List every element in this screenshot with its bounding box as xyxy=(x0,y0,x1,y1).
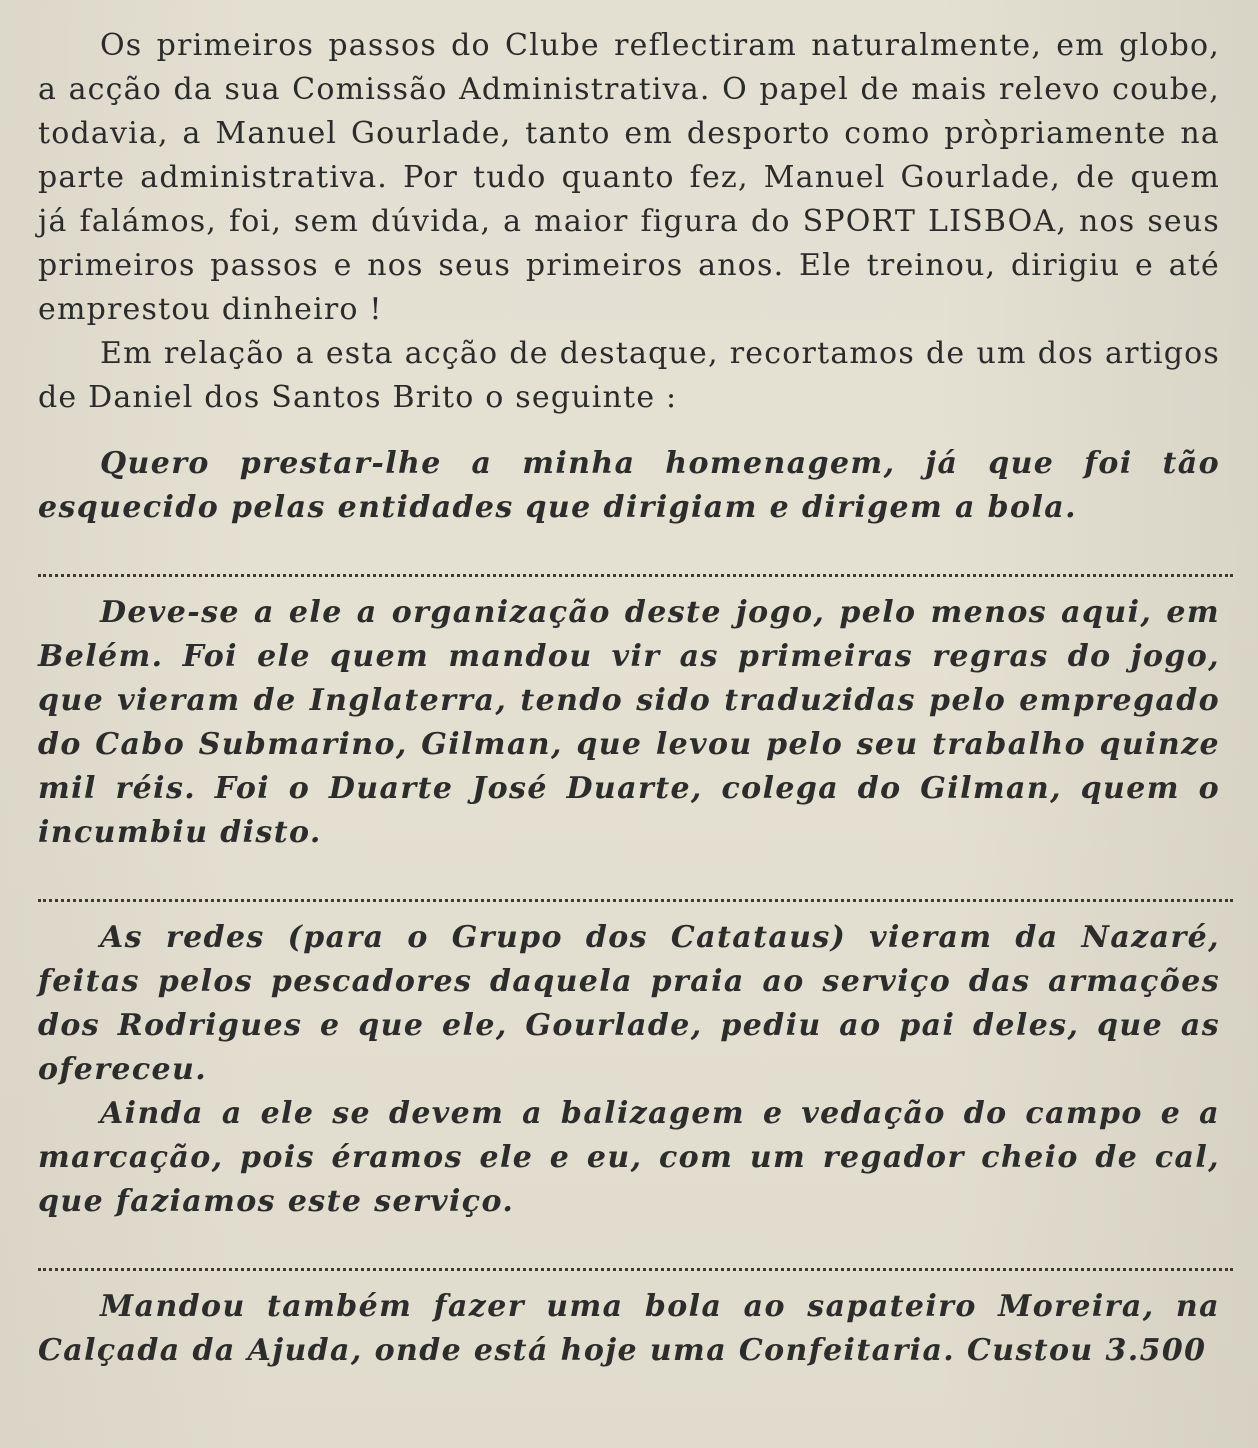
quote-organization: Deve-se a ele a organização deste jogo, pelo menos aqui, em Belém. Foi ele quem mandou vir as primeiras regras do jogo, que vieram de Inglaterra, tendo sido traduzidas pelo empregado do Cabo Submarino, Gilman, que levou pelo seu trabalho quinze mil réis. Foi o Duarte José Duarte, colega do Gilman, quem o incumbiu disto. xyxy=(38,595,1220,850)
spacer xyxy=(38,420,1220,442)
paragraph-context: Em relação a esta acção de destaque, recortamos de um dos artigos de Daniel dos Santos Brito o seguinte : xyxy=(38,336,1220,415)
dotted-separator xyxy=(38,1244,1233,1271)
dotted-separator xyxy=(38,875,1233,902)
document-page xyxy=(38,24,1220,1373)
quote-homage: Quero prestar-lhe a minha homenagem, já que foi tão esquecido pelas entidades que dirigiam e dirigem a bola. xyxy=(38,446,1220,525)
paragraph-intro: Os primeiros passos do Clube reflectiram naturalmente, em globo, a acção da sua Comissão Administrativa. O papel de mais relevo coube, todavia, a Manuel Gourlade, tanto em desporto como pròpriamente na parte administrativa. Por tudo quanto fez, Manuel Gourlade, de quem já falámos, foi, sem dúvida, a maior figura do SPORT LISBOA, nos seus primeiros passos e nos seus primeiros anos. Ele treinou, dirigiu e até emprestou dinheiro ! xyxy=(38,28,1220,327)
dotted-separator xyxy=(38,550,1233,577)
quote-field-marking: Ainda a ele se devem a balizagem e vedação do campo e a marcação, pois éramos ele e eu, com um regador cheio de cal, que faziamos este serviço. xyxy=(38,1096,1220,1219)
quote-nets: As redes (para o Grupo dos Catataus) vieram da Nazaré, feitas pelos pescadores daquela praia ao serviço das armações dos Rodrigues e que ele, Gourlade, pediu ao pai deles, que as ofereceu. xyxy=(38,920,1220,1087)
quote-ball: Mandou também fazer uma bola ao sapateiro Moreira, na Calçada da Ajuda, onde está hoje uma Confeitaria. Custou 3.500 xyxy=(38,1289,1220,1368)
